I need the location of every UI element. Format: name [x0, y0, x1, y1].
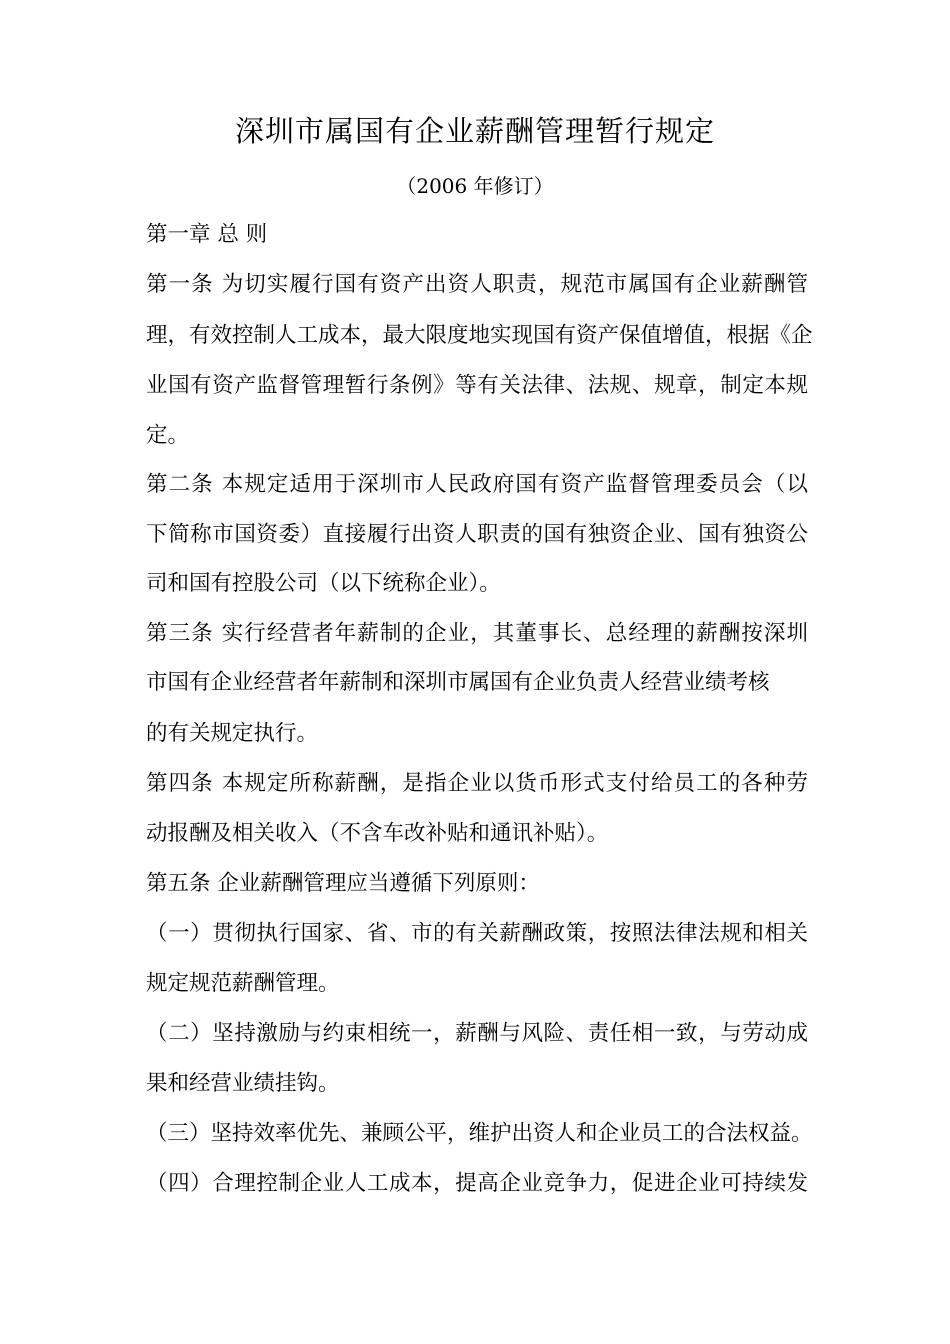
text-line: 司和国有控股公司（以下统称企业）。: [146, 571, 501, 596]
text-line: 的有关规定执行。: [146, 721, 319, 746]
text-line: 第五条 企业薪酬管理应当遵循下列原则：: [146, 871, 540, 896]
document-title: 深圳市属国有企业薪酬管理暂行规定: [234, 114, 715, 148]
text-line: 果和经营业绩挂钩。: [146, 1071, 340, 1096]
text-line: 市国有企业经营者年薪制和深圳市属国有企业负责人经营业绩考核: [146, 670, 770, 695]
text-line: 第一条 为切实履行国有资产出资人职责，规范市属国有企业薪酬管: [146, 272, 808, 297]
text-line: 第四条 本规定所称薪酬，是指企业以货币形式支付给员工的各种劳: [146, 771, 808, 796]
text-line: 下简称市国资委）直接履行出资人职责的国有独资企业、国有独资公: [146, 522, 808, 547]
text-line: 理，有效控制人工成本，最大限度地实现国有资产保值增值，根据《企: [146, 323, 813, 348]
text-line: 第三条 实行经营者年薪制的企业，其董事长、总经理的薪酬按深圳: [146, 621, 808, 646]
text-line: （二）坚持激励与约束相统一，薪酬与风险、责任相一致，与劳动成: [146, 1021, 808, 1046]
document-subtitle: （2006 年修订）: [396, 174, 554, 198]
text-line: （四）合理控制企业人工成本，提高企业竞争力，促进企业可持续发: [146, 1171, 808, 1196]
chapter-heading: 第一章 总 则: [146, 222, 268, 247]
text-line: 定。: [146, 423, 190, 448]
text-line: 第二条 本规定适用于深圳市人民政府国有资产监督管理委员会（以: [146, 472, 808, 497]
text-line: （三）坚持效率优先、兼顾公平，维护出资人和企业员工的合法权益。: [146, 1121, 813, 1146]
text-line: 规定规范薪酬管理。: [146, 971, 340, 996]
text-line: （一）贯彻执行国家、省、市的有关薪酬政策，按照法律法规和相关: [146, 921, 808, 946]
text-line: 业国有资产监督管理暂行条例》等有关法律、法规、规章，制定本规: [146, 373, 808, 398]
text-line: 动报酬及相关收入（不含车改补贴和通讯补贴）。: [146, 821, 609, 846]
